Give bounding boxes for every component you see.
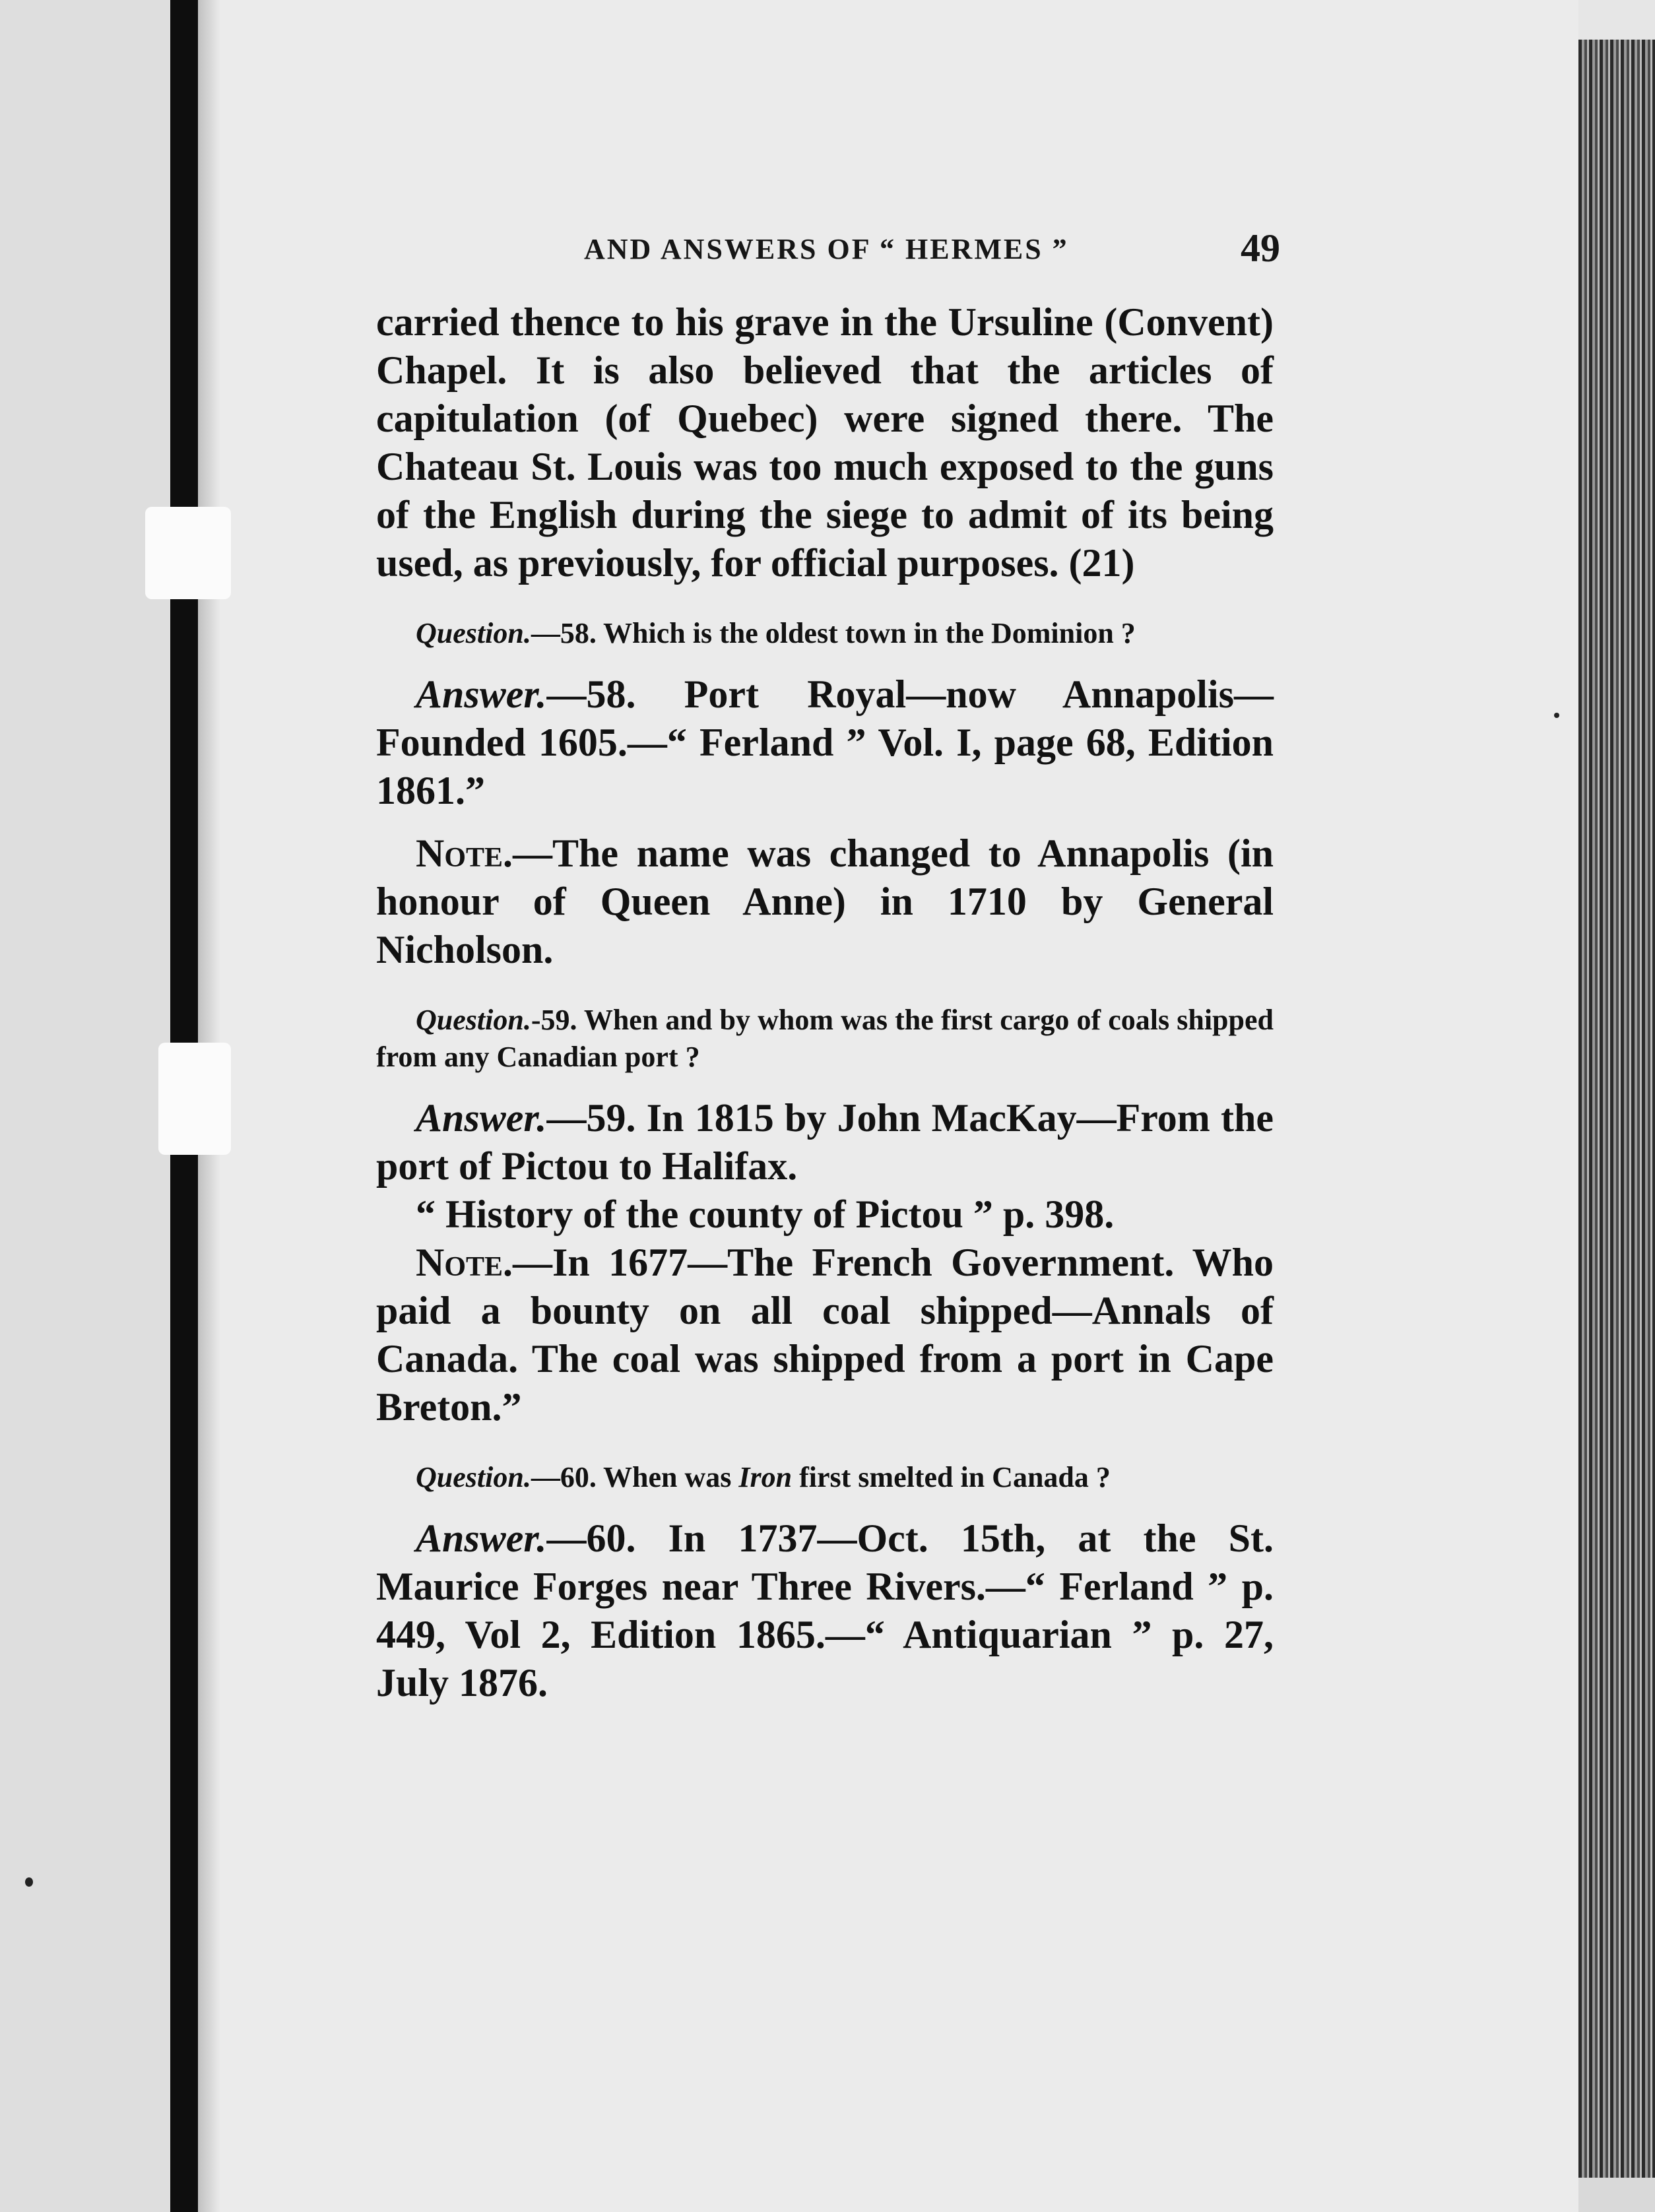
question-label: Question. — [416, 1004, 531, 1036]
answer-59 — [376, 1094, 1274, 1190]
answer-60 — [376, 1514, 1274, 1707]
paper-tab — [145, 507, 231, 599]
note-text: —In 1677—The French Government. Who paid a bounty on all coal shipped—Annals of Canada. The coal was shipped from a port in Cape Breton.” — [376, 1241, 1274, 1429]
question-text: -59. When and by whom was the first cargo of coals shipped from any Canadian port ? — [376, 1004, 1274, 1073]
question-label: Question. — [416, 1461, 531, 1493]
note-label: Note. — [416, 831, 513, 875]
answer-text: —58. Port Royal—now Annapolis—Founded 1605.—“ Ferland ” Vol. I, page 68, Edition 1861.” — [376, 672, 1274, 812]
page-edges — [1578, 40, 1655, 2178]
continued-paragraph: carried thence to his grave in the Ursuline (Convent) Chapel. It is also believed that the articles of capitulation (of Quebec) were signed there. The Chateau St. Louis was too much exposed to the guns of the English during the siege to admit of its being used, as previously, for official purposes. (21) — [376, 300, 1274, 585]
answer-label: Answer. — [416, 672, 547, 716]
note-59 — [376, 1239, 1274, 1431]
answer-text: —59. In 1815 by John MacKay—From the port of Pictou to Halifax. — [376, 1096, 1274, 1188]
question-60 — [376, 1459, 1274, 1496]
note-58 — [376, 830, 1274, 974]
question-label: Question. — [416, 617, 531, 649]
page-text — [376, 298, 1274, 1707]
note-text: —The name was changed to Annapolis (in honour of Queen Anne) in 1710 by General Nicholson. — [376, 831, 1274, 971]
answer-text: —60. In 1737—Oct. 15th, at the St. Maurice Forges near Three Rivers.—“ Ferland ” p. 449, Vol 2, Edition 1865.—“ Antiquarian ” p. 27, July 1876. — [376, 1516, 1274, 1705]
note-label: Note. — [416, 1241, 513, 1284]
question-59 — [376, 1002, 1274, 1076]
answer-label: Answer. — [416, 1096, 547, 1140]
question-58 — [376, 615, 1274, 652]
question-text-start: —60. When was — [531, 1461, 739, 1493]
question-italic-word: Iron — [738, 1461, 793, 1493]
speck — [25, 1877, 33, 1887]
question-text-end: first smelted in Canada ? — [792, 1461, 1111, 1493]
paper-tab — [158, 1043, 231, 1155]
speck — [1554, 713, 1559, 718]
answer-59-reference: “ History of the county of Pictou ” p. 398. — [416, 1192, 1115, 1236]
answer-label: Answer. — [416, 1516, 547, 1560]
page-number: 49 — [1241, 226, 1280, 270]
running-title: AND ANSWERS OF “ HERMES ” — [584, 233, 1069, 265]
question-text: —58. Which is the oldest town in the Dominion ? — [531, 617, 1136, 649]
answer-58 — [376, 670, 1274, 815]
